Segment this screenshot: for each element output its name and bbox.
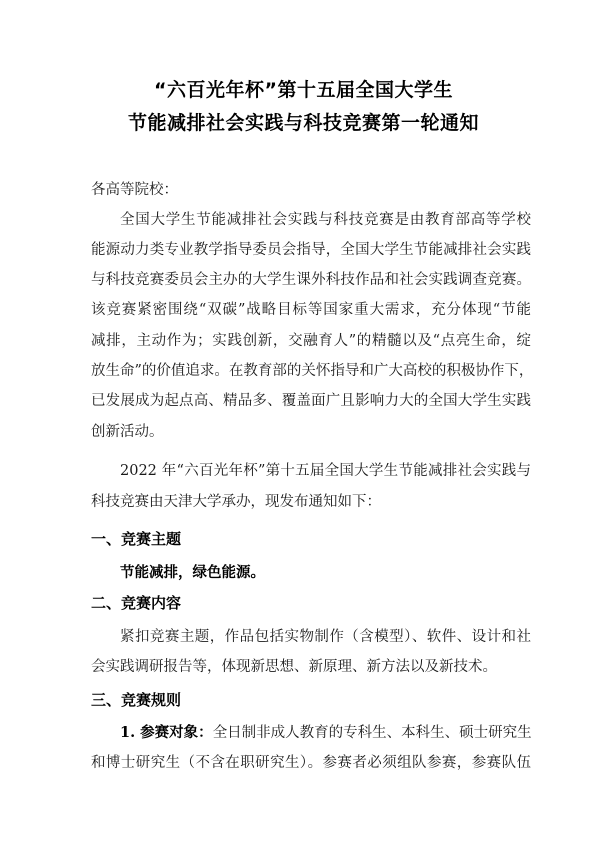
rules-item-1-line xyxy=(120,721,531,742)
paragraph-line: 已发展成为起点高、精品多、覆盖面广且影响力大的全国大学生实践 xyxy=(91,393,531,409)
rules-item-1-label: 1. 参赛对象： xyxy=(120,724,213,741)
paragraph-line: 放生命”的价值追求。在教育部的关怀指导和广大高校的积极协作下， xyxy=(91,363,534,379)
section-heading-theme: 一、竞赛主题 xyxy=(91,530,182,548)
section-theme-body: 节能减排，绿色能源。 xyxy=(120,564,265,581)
paragraph-line: 和博士研究生（不含在职研究生）。参赛者必须组队参赛，参赛队伍 xyxy=(91,755,531,771)
paragraph-line: 该竞赛紧密围绕“双碳”战略目标等国家重大需求，充分体现“节能 xyxy=(91,302,531,318)
paragraph-line: 与科技竞赛委员会主办的大学生课外科技作品和社会实践调查竞赛。 xyxy=(91,272,531,288)
paragraph-line: 会实践调研报告等，体现新思想、新原理、新方法以及新技术。 xyxy=(91,659,497,675)
paragraph-line: 紧扣竞赛主题，作品包括实物制作（含模型）、软件、设计和社 xyxy=(120,629,531,645)
rules-item-1-text: 全日制非成人教育的专科生、本科生、硕士研究生 xyxy=(212,725,532,741)
document-title-line-1: “六百光年杯”第十五届全国大学生 xyxy=(154,79,453,101)
salutation: 各高等院校： xyxy=(91,182,178,198)
paragraph-line: 减排，主动作为；实践创新，交融育人”的精髓以及“点亮生命，绽 xyxy=(91,333,531,349)
paragraph-line: 创新活动。 xyxy=(91,424,164,440)
paragraph-line: 能源动力类专业教学指导委员会指导，全国大学生节能减排社会实践 xyxy=(91,242,531,258)
paragraph-line: 2022 年“六百光年杯”第十五届全国大学生节能减排社会实践与 xyxy=(120,463,531,479)
paragraph-line: 全国大学生节能减排社会实践与科技竞赛是由教育部高等学校 xyxy=(120,212,531,228)
section-heading-content: 二、竞赛内容 xyxy=(91,594,182,612)
paragraph-line: 科技竞赛由天津大学承办，现发布通知如下： xyxy=(91,494,381,510)
section-heading-rules: 三、竞赛规则 xyxy=(91,691,182,709)
document-title-line-2: 节能减排社会实践与科技竞赛第一轮通知 xyxy=(127,112,479,134)
